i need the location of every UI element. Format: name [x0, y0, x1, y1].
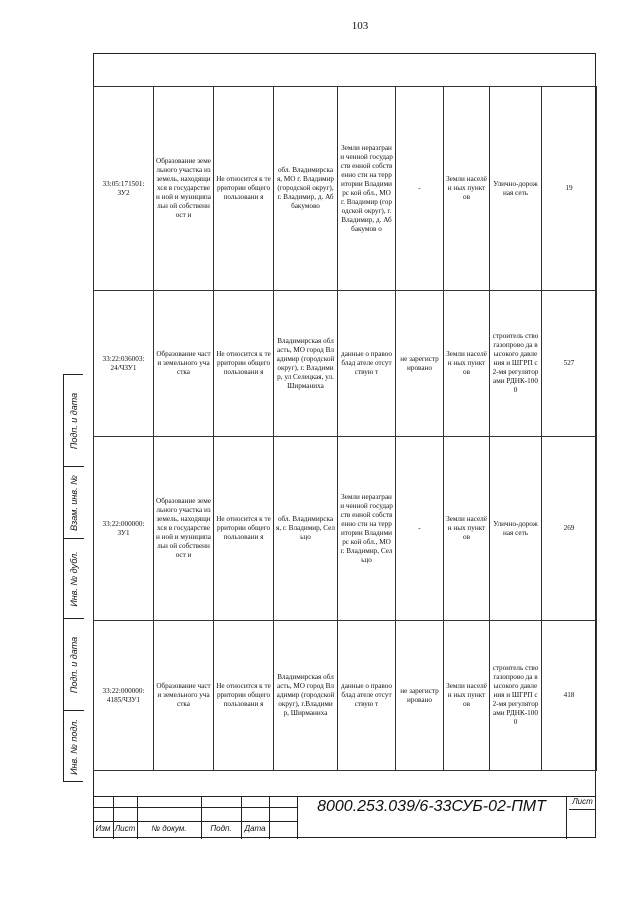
- cell-purpose: Образование части земельного участка: [154, 621, 214, 771]
- side-stamp-sign-date-1: Подп. и дата: [64, 375, 84, 467]
- cell-area: 269: [542, 437, 597, 621]
- cell-category: Земли населён ных пунктов: [444, 87, 490, 291]
- cell-cadastral: 33:22:036003: 24/ЧЗУ1: [94, 291, 154, 437]
- cell-cadastral: 33:05:171501: ЗУ2: [94, 87, 154, 291]
- cell-use: строитель ство газопрово да высокого давления и ШГРП с 2-мя регулятор ами РДНК-1000: [490, 621, 542, 771]
- cell-relation: Не относится к территории общего пользовани я: [214, 621, 274, 771]
- cell-use: Улично-дорожная сеть: [490, 87, 542, 291]
- cell-owner: данные о правооблад ателе отсутствую т: [338, 291, 396, 437]
- cell-registration: не зарегистр ировано: [396, 621, 444, 771]
- title-label-doc-number: № докум.: [151, 824, 187, 833]
- cell-area: 418: [542, 621, 597, 771]
- side-stamp-orig-inv: Инв. № подл.: [69, 719, 79, 775]
- cell-purpose: Образование земельного участка из земель, находящихся в государствен ной и муниципальн ой собственност и: [154, 437, 214, 621]
- title-label-date: Дата: [244, 824, 266, 833]
- cell-address: Владимирская область, МО город Владимир (городской округ), г. Владимир, ул Селецкая, ул. Ширманиха: [274, 291, 338, 437]
- title-block: [93, 796, 596, 838]
- title-label-signature: Подп.: [210, 824, 232, 833]
- cell-relation: Не относится к территории общего пользовани я: [214, 437, 274, 621]
- side-stamp-dup-inv: Инв. № дубл.: [64, 539, 84, 619]
- cell-registration: -: [396, 437, 444, 621]
- cell-area: 527: [542, 291, 597, 437]
- table-row: [94, 291, 597, 437]
- title-label-sheet: Лист: [114, 824, 136, 833]
- cell-area: 19: [542, 87, 597, 291]
- cell-address: обл. Владимирская, МО г. Владимир (городской округ), г. Владимир, д. Аббакумово: [274, 87, 338, 291]
- page-number: 103: [351, 20, 369, 32]
- document-code: 8000.253.039/6-33СУБ-02-ПМТ: [317, 798, 546, 815]
- cell-relation: Не относится к территории общего пользовани я: [214, 87, 274, 291]
- cell-owner: Земли неразграни ченной государств енной собственно сти на территории Владимирс кой обл., МО г. Владимир, Сельцо: [338, 437, 396, 621]
- cell-category: Земли населён ных пунктов: [444, 621, 490, 771]
- table-row: [94, 437, 597, 621]
- cell-address: обл. Владимирская, г. Владимир, Сельцо: [274, 437, 338, 621]
- cell-cadastral: 33:22:000000: 4185/ЧЗУ1: [94, 621, 154, 771]
- cell-owner: Земли неразграни ченной государств енной собственно сти на территории Владимирс кой обл., МО г. Владимир (городской округ), г. Владимир, д. Аббакумов о: [338, 87, 396, 291]
- cell-purpose: Образование земельного участка из земель, находящихся в государствен ной и муниципальн ой собственност и: [154, 87, 214, 291]
- side-stamp-replace-inv: Взам. инв. №: [64, 467, 84, 539]
- cell-purpose: Образование части земельного участка: [154, 291, 214, 437]
- cell-registration: не зарегистр ировано: [396, 291, 444, 437]
- cell-category: Земли населён ных пунктов: [444, 437, 490, 621]
- cell-address: Владимирская область, МО город Владимир (городской округ), г.Владимир, Ширманиха: [274, 621, 338, 771]
- cell-category: Земли населён ных пунктов: [444, 291, 490, 437]
- cell-relation: Не относится к территории общего пользовани я: [214, 291, 274, 437]
- cell-cadastral: 33:22:000000: ЗУ1: [94, 437, 154, 621]
- table-row: [94, 621, 597, 771]
- table-row: [94, 87, 597, 291]
- land-plot-table: [93, 86, 597, 771]
- cell-owner: данные о правооблад ателе отсутствую т: [338, 621, 396, 771]
- side-stamp-sign-date-2: Подп. и дата: [64, 619, 84, 711]
- cell-use: строитель ство газопрово да высокого давления и ШГРП с 2-мя регулятор ами РДНК-1000: [490, 291, 542, 437]
- cell-registration: -: [396, 87, 444, 291]
- sheet-label: Лист: [569, 797, 596, 810]
- title-label-change: Изм: [95, 824, 111, 833]
- cell-use: Улично-дорожная сеть: [490, 437, 542, 621]
- side-stamp-column: [63, 374, 83, 782]
